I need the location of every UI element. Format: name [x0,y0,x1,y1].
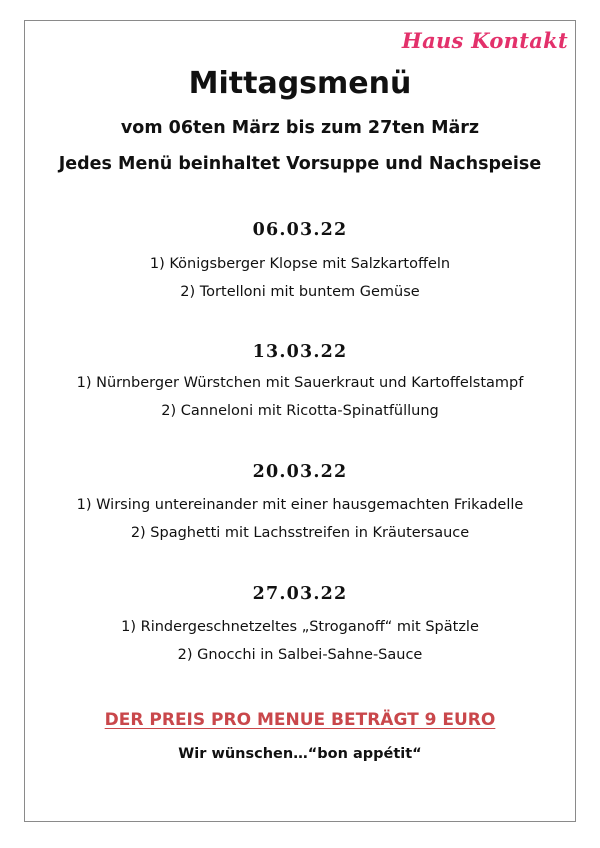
day-date: 20.03.22 [252,462,348,482]
dish-item: 1) Rindergeschnetzeltes „Stroganoff“ mit Spätzle [121,619,479,635]
dish-item: 2) Gnocchi in Salbei-Sahne-Sauce [177,647,423,663]
brand-logo: Haus Kontakt [401,28,568,53]
day-date: 13.03.22 [252,342,348,362]
dish-item: 2) Spaghetti mit Lachsstreifen in Kräutersauce [130,525,470,541]
page-title: Mittagsmenü [188,66,412,101]
price-note: DER PREIS PRO MENUE BETRÄGT 9 EURO [104,710,496,730]
included-note: Jedes Menü beinhaltet Vorsuppe und Nachspeise [58,154,542,174]
dish-item: 1) Wirsing untereinander mit einer hausgemachten Frikadelle [76,497,524,513]
day-date: 27.03.22 [252,584,348,604]
dish-item: 2) Tortelloni mit buntem Gemüse [180,284,420,300]
dish-item: 1) Königsberger Klopse mit Salzkartoffeln [149,256,451,272]
dish-item: 1) Nürnberger Würstchen mit Sauerkraut und Kartoffelstampf [76,375,524,391]
date-range: vom 06ten März bis zum 27ten März [120,118,480,138]
day-date: 06.03.22 [252,220,348,240]
dish-item: 2) Canneloni mit Ricotta-Spinatfüllung [161,403,439,419]
closing-wish: Wir wünschen…“bon appétit“ [178,746,422,762]
page-border [24,20,576,822]
